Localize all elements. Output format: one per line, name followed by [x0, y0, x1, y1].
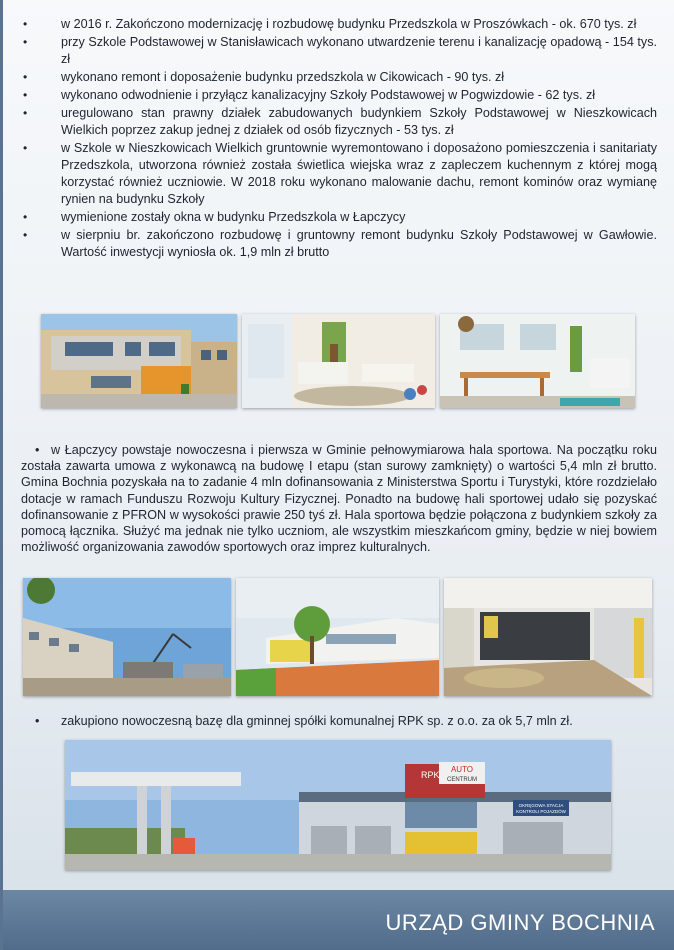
list-item-text: w 2016 r. Zakończono modernizację i rozbudowę budynku Przedszkola w Proszówkach - ok. 670 tys. zł — [61, 17, 637, 31]
sports-hall-text: w Łapczycy powstaje nowoczesna i pierwsza w Gminie pełnowymiarowa hala sportowa. Na początku roku została zawarta umowa z wykonawcą na budowę I etapu (stan surowy zamknięty) o wartości 5,4 mln zł brutto. Gmina Bochnia pozyskała na to zadanie 4 mln dofinansowania z Ministerstwa Sportu i Turystyki, które rozdzielało dotacje w ramach Funduszu Rozwoju Kultury Fizycznej. Ponadto na budowę hali sportowej udało się pozyskać dofinansowanie z PFRON w wysokości prawie 250 tyś zł. Hala sportowa będzie połączona z budynkiem szkoły za pomocą łącznika. Służyć ma jednak nie tylko uczniom, ale wszystkim mieszkańcom gminy, będzie w niej bowiem możliwość organizowania zawodów sportowych oraz imprez kulturalnych. — [21, 443, 657, 555]
list-item — [21, 105, 657, 139]
list-item — [21, 87, 657, 104]
rpk-bullet-text: zakupiono nowoczesną bazę dla gminnej spółki komunalnej RPK sp. z o.o. za ok 5,7 mln zł. — [61, 714, 573, 728]
bullet-icon: • — [23, 141, 28, 155]
list-item — [21, 227, 657, 261]
bullet-icon: • — [35, 714, 40, 728]
bullet-icon: • — [23, 210, 28, 224]
sports-hall-photo-row — [23, 578, 652, 696]
bullet-icon: • — [23, 17, 28, 31]
svg-text:AUTO: AUTO — [450, 765, 474, 774]
investment-list — [21, 16, 657, 262]
list-item-text: wymienione zostały okna w budynku Przedszkola w Łapczycy — [61, 210, 406, 224]
svg-text:CENTRUM: CENTRUM — [447, 777, 477, 783]
rpk-base-illustration — [65, 740, 611, 870]
bullet-icon: • — [23, 88, 28, 102]
svg-text:RPK: RPK — [421, 770, 440, 780]
sports-hall-exterior-render — [236, 578, 439, 696]
list-item-text: wykonano remont i doposażenie budynku przedszkola w Cikowicach - 90 tys. zł — [61, 70, 505, 84]
rpk-bullet — [21, 713, 657, 729]
bullet-icon: • — [23, 106, 28, 120]
svg-text:OKRĘGOWA STACJA: OKRĘGOWA STACJA — [518, 803, 564, 808]
list-item — [21, 34, 657, 68]
sports-hall-paragraph — [21, 442, 657, 555]
bullet-icon: • — [23, 35, 28, 49]
list-item — [21, 69, 657, 86]
construction-site-photo — [23, 578, 231, 696]
list-item-text: uregulowano stan prawny działek zabudowanych budynkiem Szkoły Podstawowej w Nieszkowicach Wielkich poprzez zakup jednej z działek od osób fizycznych - 53 tys. zł — [61, 106, 657, 137]
list-item — [21, 16, 657, 33]
bullet-icon: • — [23, 70, 28, 84]
sports-hall-interior-render — [444, 578, 652, 696]
bullet-icon: • — [35, 443, 40, 457]
preschool-playroom-photo — [242, 314, 435, 408]
footer-title: URZĄD GMINY BOCHNIA — [385, 910, 655, 935]
list-item-text: przy Szkole Podstawowej w Stanisławicach wykonano utwardzenie terenu i kanalizację opadową - 154 tys. zł — [61, 35, 657, 66]
list-item-text: wykonano odwodnienie i przyłącz kanalizacyjny Szkoły Podstawowej w Pogwizdowie - 62 tys. zł — [61, 88, 596, 102]
list-item-text: w sierpniu br. zakończono rozbudowę i gruntowny remont budynku Szkoły Podstawowej w Gawłowie. Wartość inwestycji wyniosła ok. 1,9 mln zł brutto — [61, 228, 657, 259]
footer-bar — [3, 890, 674, 950]
bullet-icon: • — [23, 228, 28, 242]
preschool-classroom-photo — [440, 314, 635, 408]
svg-text:KONTROLI POJAZDÓW: KONTROLI POJAZDÓW — [516, 809, 566, 814]
list-item — [21, 140, 657, 208]
list-item-text: w Szkole w Nieszkowicach Wielkich gruntownie wyremontowano i doposażono pomieszczenia i sanitariaty Przedszkola, utworzona również została świetlica wiejska wraz z zapleczem kuchennym z której mogą korzystać również uczniowie. W 2018 roku wykonano malowanie dachu, remont kominów oraz wymianę rynien na budynku Szkoły — [61, 141, 657, 206]
rpk-base-photo — [65, 740, 611, 870]
preschool-building-photo — [41, 314, 237, 408]
list-item — [21, 209, 657, 226]
preschool-photo-row — [41, 314, 635, 408]
